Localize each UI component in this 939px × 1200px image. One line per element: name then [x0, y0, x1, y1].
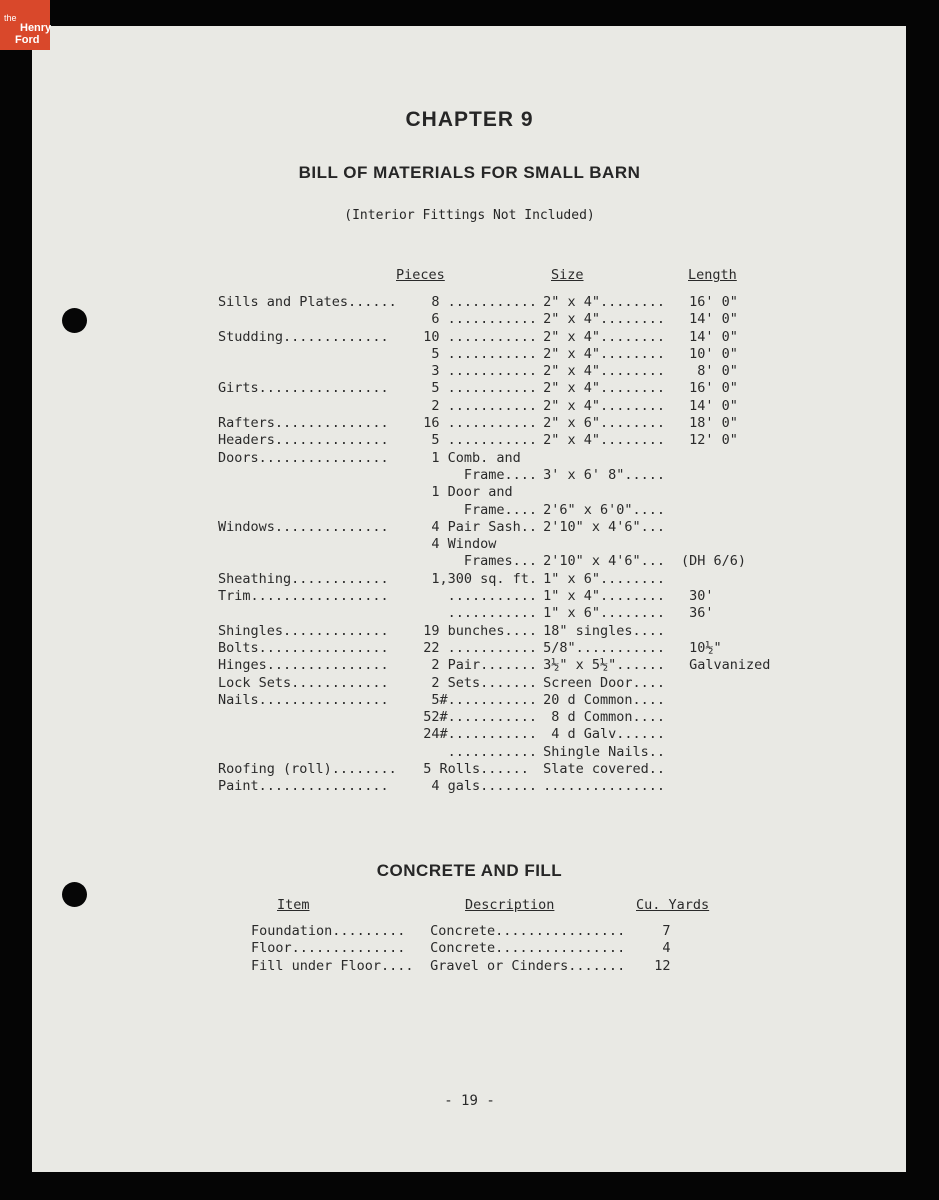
material-pieces: 5 Rolls......: [407, 761, 529, 778]
material-label: Girts................: [218, 380, 389, 397]
material-size: 2" x 4"........: [535, 311, 666, 328]
material-size: 2" x 4"........: [535, 328, 666, 345]
material-size: [535, 450, 665, 467]
material-length: 18' 0": [681, 415, 738, 432]
material-size: Shingle Nails..: [535, 743, 666, 760]
material-label: Lock Sets............: [218, 674, 389, 691]
material-length: [681, 761, 770, 778]
material-label: Trim.................: [218, 588, 389, 605]
material-length: [681, 484, 770, 501]
logo-henry: Henry: [20, 22, 52, 34]
concrete-description: Concrete................: [422, 923, 626, 939]
material-label: Studding.............: [218, 328, 389, 345]
binder-hole-bottom: [62, 882, 87, 907]
material-length: [681, 623, 770, 640]
material-length: 12' 0": [681, 432, 738, 449]
material-pieces: Frame....: [407, 501, 538, 518]
material-label: [218, 502, 397, 519]
material-pieces: ...........: [407, 743, 538, 760]
materials-pieces-column: [407, 294, 537, 796]
concrete-item: Foundation.........: [251, 923, 406, 939]
document-title: BILL OF MATERIALS FOR SMALL BARN: [298, 163, 641, 182]
material-length: [681, 502, 770, 519]
material-length: [681, 692, 770, 709]
material-pieces: 3 ...........: [407, 363, 538, 380]
material-size: [535, 484, 665, 501]
material-length: [681, 709, 770, 726]
header-size: Size: [551, 267, 584, 283]
material-size: 2" x 4"........: [535, 294, 666, 310]
material-size: 2" x 6"........: [535, 415, 666, 432]
material-label: [218, 363, 397, 380]
material-size: 2" x 4"........: [535, 432, 666, 449]
header-description: Description: [465, 897, 555, 913]
material-length: [681, 778, 770, 795]
material-size: [535, 536, 665, 553]
logo-ford: Ford: [15, 34, 40, 46]
binder-hole-top: [62, 308, 87, 333]
header-cu-yards: Cu. Yards: [636, 897, 710, 913]
material-size: 1" x 6"........: [535, 605, 666, 622]
material-pieces: 8 ...........: [407, 294, 538, 310]
concrete-item-column: [251, 923, 414, 975]
material-length: 14' 0": [681, 397, 738, 414]
concrete-description-column: [422, 923, 625, 975]
material-label: [218, 346, 397, 363]
materials-label-column: [218, 294, 397, 796]
material-pieces: 5 ...........: [407, 432, 538, 449]
material-length: [681, 726, 770, 743]
material-length: (DH 6/6): [681, 553, 747, 570]
material-length: [681, 571, 770, 588]
material-label: Hinges...............: [218, 657, 389, 674]
material-pieces: 19 bunches....: [407, 622, 538, 639]
material-pieces: 16 ...........: [407, 415, 538, 432]
material-length: 14' 0": [681, 311, 738, 328]
material-length: 30': [681, 588, 714, 605]
materials-size-column: [535, 294, 665, 796]
material-label: [218, 709, 397, 726]
material-label: Roofing (roll)........: [218, 761, 397, 778]
material-size: 18" singles....: [535, 622, 666, 639]
material-length: Galvanized: [681, 657, 771, 674]
material-pieces: Frame....: [407, 466, 538, 483]
concrete-yards: 7: [638, 923, 671, 939]
material-pieces: 24#...........: [407, 726, 538, 743]
document-subtitle: (Interior Fittings Not Included): [344, 208, 595, 223]
material-pieces: 5#...........: [407, 691, 538, 708]
material-length: 8' 0": [681, 363, 738, 380]
material-length: [681, 744, 770, 761]
material-pieces: 2 Pair.......: [407, 657, 538, 674]
material-label: [218, 553, 397, 570]
material-length: [681, 675, 770, 692]
material-label: Rafters..............: [218, 415, 389, 432]
header-item: Item: [277, 897, 310, 913]
material-size: 2" x 4"........: [535, 363, 666, 380]
header-length: Length: [688, 267, 737, 283]
material-label: [218, 726, 397, 743]
material-length: [681, 519, 770, 536]
material-pieces: 2 ...........: [407, 397, 538, 414]
material-length: 14' 0": [681, 328, 738, 345]
page-number: - 19 -: [444, 1093, 495, 1109]
material-pieces: 52#...........: [407, 709, 538, 726]
material-length: [681, 450, 770, 467]
material-size: Screen Door....: [535, 674, 666, 691]
material-label: [218, 536, 397, 553]
material-size: 2'6" x 6'0"....: [535, 501, 666, 518]
material-label: [218, 467, 397, 484]
materials-length-column: [681, 294, 770, 796]
material-label: Headers..............: [218, 432, 389, 449]
material-label: Doors................: [218, 449, 389, 466]
material-label: Shingles.............: [218, 622, 389, 639]
material-size: 3½" x 5½"......: [535, 657, 666, 674]
material-pieces: 6 ...........: [407, 311, 538, 328]
material-length: [681, 467, 770, 484]
material-size: 2" x 4"........: [535, 345, 666, 362]
material-size: 3' x 6' 8".....: [535, 466, 666, 483]
material-size: 2" x 4"........: [535, 397, 666, 414]
chapter-heading: CHAPTER 9: [405, 108, 534, 131]
material-pieces: 5 ...........: [407, 345, 538, 362]
material-label: [218, 311, 397, 328]
material-label: [218, 484, 397, 501]
material-length: 10½": [681, 639, 722, 656]
henry-ford-logo: [0, 0, 50, 50]
material-size: 8 d Common....: [535, 709, 666, 726]
concrete-yards-column: [638, 923, 671, 975]
header-pieces: Pieces: [396, 267, 445, 283]
concrete-yards: 12: [638, 957, 671, 974]
material-pieces: 4 Window: [407, 536, 497, 553]
material-label: [218, 398, 397, 415]
material-pieces: 1 Door and: [407, 484, 513, 501]
concrete-description: Concrete................: [422, 940, 626, 957]
concrete-item: Floor..............: [251, 940, 406, 957]
material-pieces: Frames...: [407, 553, 538, 570]
material-pieces: 2 Sets.......: [407, 674, 538, 691]
material-length: [681, 536, 770, 553]
material-label: [218, 744, 397, 761]
material-label: Windows..............: [218, 518, 389, 535]
material-size: ...............: [535, 778, 666, 795]
material-size: 1" x 6"........: [535, 570, 666, 587]
material-label: Nails................: [218, 691, 389, 708]
material-size: 2'10" x 4'6"...: [535, 518, 666, 535]
material-length: 16' 0": [681, 294, 738, 310]
material-label: [218, 605, 397, 622]
material-pieces: 1 Comb. and: [407, 449, 521, 466]
concrete-item: Fill under Floor....: [251, 957, 414, 974]
material-pieces: ...........: [407, 588, 538, 605]
material-size: 4 d Galv......: [535, 726, 666, 743]
material-length: 16' 0": [681, 380, 738, 397]
material-pieces: 10 ...........: [407, 328, 538, 345]
material-pieces: 22 ...........: [407, 639, 538, 656]
material-size: 20 d Common....: [535, 691, 666, 708]
concrete-yards: 4: [638, 940, 671, 957]
material-pieces: ...........: [407, 605, 538, 622]
material-label: Sills and Plates......: [218, 294, 397, 310]
material-length: 36': [681, 605, 714, 622]
concrete-heading: CONCRETE AND FILL: [376, 861, 563, 880]
material-label: Bolts................: [218, 639, 389, 656]
material-size: 2'10" x 4'6"...: [535, 553, 666, 570]
material-label: Paint................: [218, 778, 389, 795]
material-size: 2" x 4"........: [535, 380, 666, 397]
material-pieces: 5 ...........: [407, 380, 538, 397]
logo-the: the: [4, 13, 17, 23]
material-length: 10' 0": [681, 345, 738, 362]
concrete-description: Gravel or Cinders.......: [422, 957, 626, 974]
material-size: Slate covered..: [535, 761, 666, 778]
material-pieces: 1,300 sq. ft.: [407, 570, 538, 587]
material-pieces: 4 Pair Sash..: [407, 518, 538, 535]
material-size: 5/8"...........: [535, 639, 666, 656]
material-label: Sheathing............: [218, 570, 389, 587]
material-pieces: 4 gals.......: [407, 778, 538, 795]
material-size: 1" x 4"........: [535, 588, 666, 605]
